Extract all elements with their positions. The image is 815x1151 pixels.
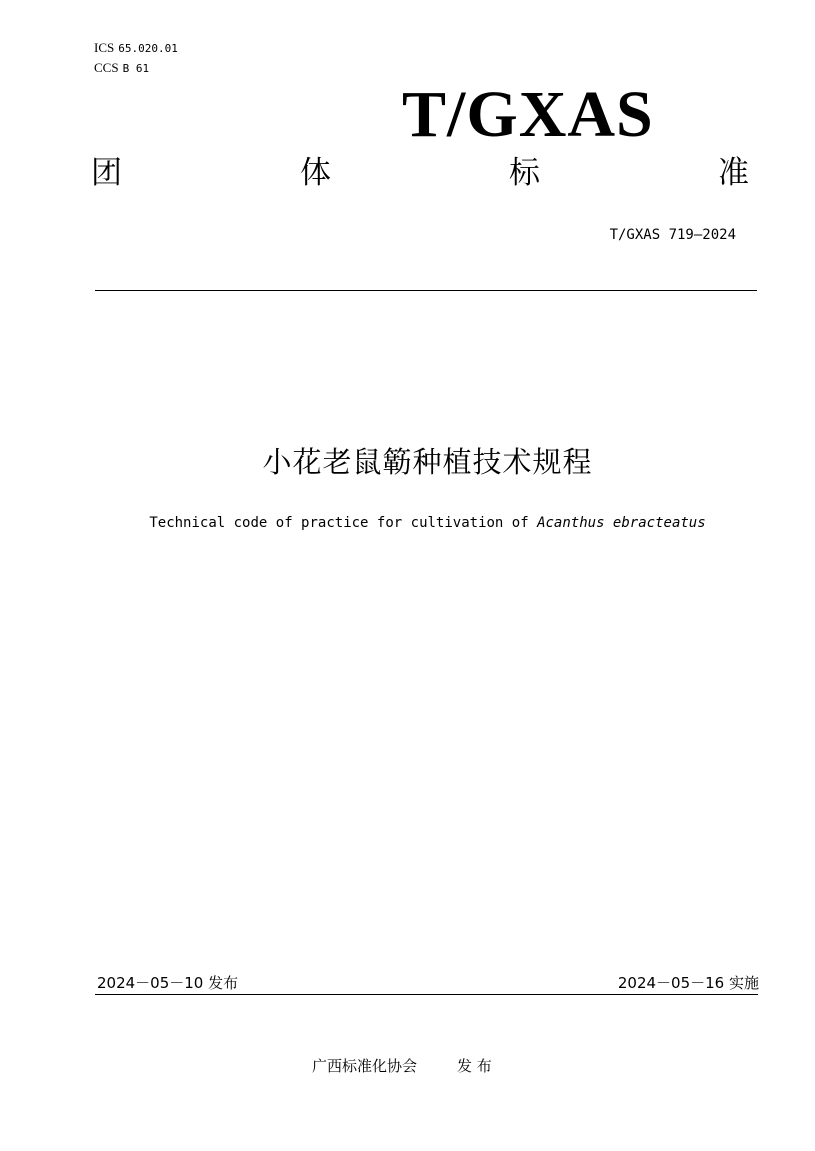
species-name: Acanthus ebracteatus bbox=[537, 515, 706, 531]
document-title: 小花老鼠簕种植技术规程 bbox=[262, 445, 593, 479]
ics-code: 65.020.01 bbox=[118, 42, 178, 55]
issuer-line bbox=[312, 1055, 492, 1076]
ics-classification bbox=[94, 40, 178, 56]
publish-date: 2024－05－10 发布 bbox=[97, 974, 239, 992]
header-divider bbox=[95, 290, 757, 291]
standard-kind-char: 团 bbox=[91, 155, 122, 191]
ccs-code: B 61 bbox=[122, 62, 150, 75]
issuer-action: 发 布 bbox=[457, 1057, 492, 1075]
standard-brand: T/GXAS bbox=[402, 78, 654, 151]
standard-kind-char: 体 bbox=[300, 155, 331, 191]
standard-kind-char: 标 bbox=[509, 155, 540, 191]
footer-divider bbox=[95, 994, 758, 995]
standard-number: T/GXAS 719—2024 bbox=[609, 227, 736, 243]
standard-kind-char: 准 bbox=[718, 155, 749, 191]
ccs-classification bbox=[94, 60, 149, 76]
issuer-organization: 广西标准化协会 bbox=[312, 1057, 418, 1075]
implementation-date: 2024－05－16 实施 bbox=[617, 974, 759, 992]
english-title-text: Technical code of practice for cultivation of bbox=[149, 515, 529, 531]
document-title-english bbox=[0, 515, 815, 531]
ics-label: ICS bbox=[94, 40, 115, 55]
ccs-label: CCS bbox=[94, 60, 119, 75]
